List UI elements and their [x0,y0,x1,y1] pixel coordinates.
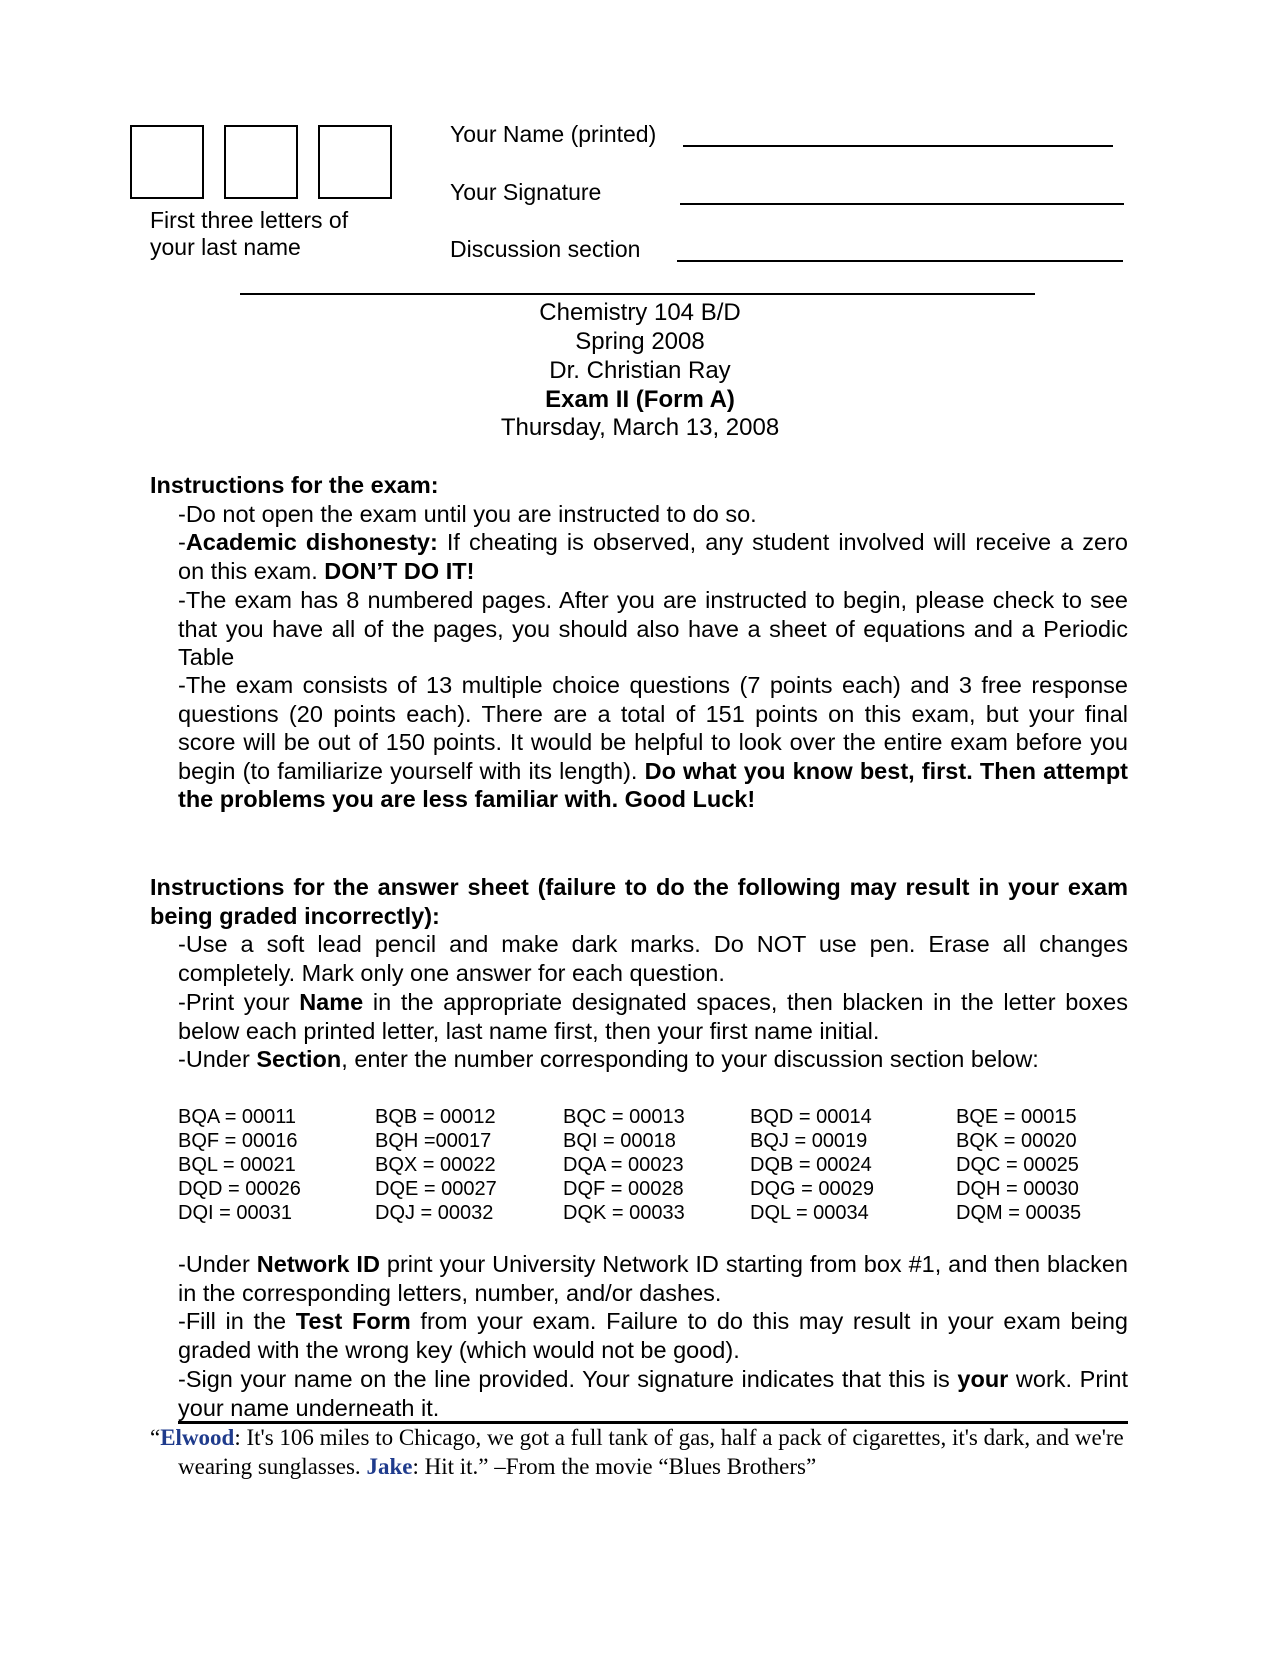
section-code: BQA = 00011 [178,1106,297,1128]
letter-boxes-caption-line2: your last name [150,234,301,260]
exam-instruction-2: -Academic dishonesty: If cheating is observed, any student involved will receive a zero on this exam. DON’T DO IT! [178,529,1128,584]
course-title: Chemistry 104 B/D [539,299,741,326]
section-code: DQM = 00035 [956,1202,1082,1224]
letter-boxes-caption [150,207,348,261]
section-code: BQC = 00013 [563,1106,685,1128]
answer-sheet-instruction-1: -Use a soft lead pencil and make dark marks. Do NOT use pen. Erase all changes completely. Mark only one answer for each question. [178,931,1128,986]
answer-sheet-instruction-6: -Sign your name on the line provided. Your signature indicates that this is your work. Print your name underneath it. [178,1366,1128,1421]
name-field-line[interactable] [683,145,1113,147]
section-code: DQH = 00030 [956,1178,1079,1200]
section-code: DQC = 00025 [956,1154,1079,1176]
quote-speaker-jake: Jake [366,1453,413,1479]
section-code: BQD = 00014 [750,1106,872,1128]
section-field-line[interactable] [677,260,1123,262]
answer-sheet-heading: Instructions for the answer sheet (failure to do the following may result in your exam being graded incorrectly): [150,874,1128,929]
exam-instruction-3: -The exam has 8 numbered pages. After you are instructed to begin, please check to see that you have all of the pages, you should also have a sheet of equations and a Periodic Table [178,587,1128,670]
section-code: BQL = 00021 [178,1154,296,1176]
section-code: DQG = 00029 [750,1178,874,1200]
section-code: BQF = 00016 [178,1130,298,1152]
section-code: BQX = 00022 [375,1154,496,1176]
answer-sheet-instruction-4: -Under Network ID print your University Network ID starting from box #1, and then blacken in the corresponding letters, number, and/or dashes. [178,1251,1128,1306]
instructor-name: Dr. Christian Ray [549,357,731,384]
section-code: DQD = 00026 [178,1178,301,1200]
answer-sheet-instruction-5: -Fill in the Test Form from your exam. Failure to do this may result in your exam being graded with the wrong key (which would not be good). [178,1308,1128,1363]
section-code: DQL = 00034 [750,1202,869,1224]
last-name-letter-box-3[interactable] [318,125,392,199]
last-name-letter-box-2[interactable] [224,125,298,199]
section-code: BQH =00017 [375,1130,492,1152]
course-term: Spring 2008 [575,328,705,355]
name-label: Your Name (printed) [450,121,657,147]
letter-boxes-caption-line1: First three letters of [150,207,349,233]
last-name-letter-box-1[interactable] [130,125,204,199]
section-code: DQA = 00023 [563,1154,684,1176]
answer-sheet-instruction-2: -Print your Name in the appropriate designated spaces, then blacken in the letter boxes below each printed letter, last name first, then your first name initial. [178,989,1129,1044]
section-code: BQJ = 00019 [750,1130,868,1152]
section-code: DQK = 00033 [563,1202,685,1224]
header-divider [240,293,1035,295]
section-codes-column-4 [750,1105,874,1225]
section-codes-column-3 [563,1105,685,1225]
section-code: BQB = 00012 [375,1106,496,1128]
section-codes-column-2 [375,1105,497,1225]
section-code: DQF = 00028 [563,1178,684,1200]
section-codes-column-1 [178,1105,301,1225]
section-label: Discussion section [450,236,641,262]
section-code: BQI = 00018 [563,1130,676,1152]
section-code: DQE = 00027 [375,1178,497,1200]
section-code: DQB = 00024 [750,1154,872,1176]
exam-instruction-1: -Do not open the exam until you are instructed to do so. [178,501,757,527]
exam-instruction-4: -The exam consists of 13 multiple choice questions (7 points each) and 3 free response questions (20 points each). There are a total of 151 points on this exam, but your final score will be out of 150 points. It would be helpful to look over the entire exam before you begin (to familiarize yourself with its length). Do what you know best, first. Then attempt the problems you are less familiar with. Good Luck! [178,672,1128,812]
quote-speaker-elwood: Elwood [160,1425,235,1450]
section-code: BQE = 00015 [956,1106,1077,1128]
section-code: DQI = 00031 [178,1202,292,1224]
exam-title: Exam II (Form A) [545,386,735,413]
signature-label: Your Signature [450,179,602,205]
exam-instructions-heading: Instructions for the exam: [150,472,439,498]
answer-sheet-instruction-3: -Under Section, enter the number corresponding to your discussion section below: [178,1046,1039,1072]
section-code: BQK = 00020 [956,1130,1077,1152]
signature-field-line[interactable] [680,203,1124,205]
section-code: DQJ = 00032 [375,1202,494,1224]
section-codes-column-5 [956,1105,1081,1225]
movie-quote: “Elwood: It's 106 miles to Chicago, we got a full tank of gas, half a pack of cigarettes, it's dark, and we're wearing sunglasses. Jake: Hit it.” –From the movie “Blues Brothers” [150,1425,1124,1479]
exam-date: Thursday, March 13, 2008 [500,414,780,441]
